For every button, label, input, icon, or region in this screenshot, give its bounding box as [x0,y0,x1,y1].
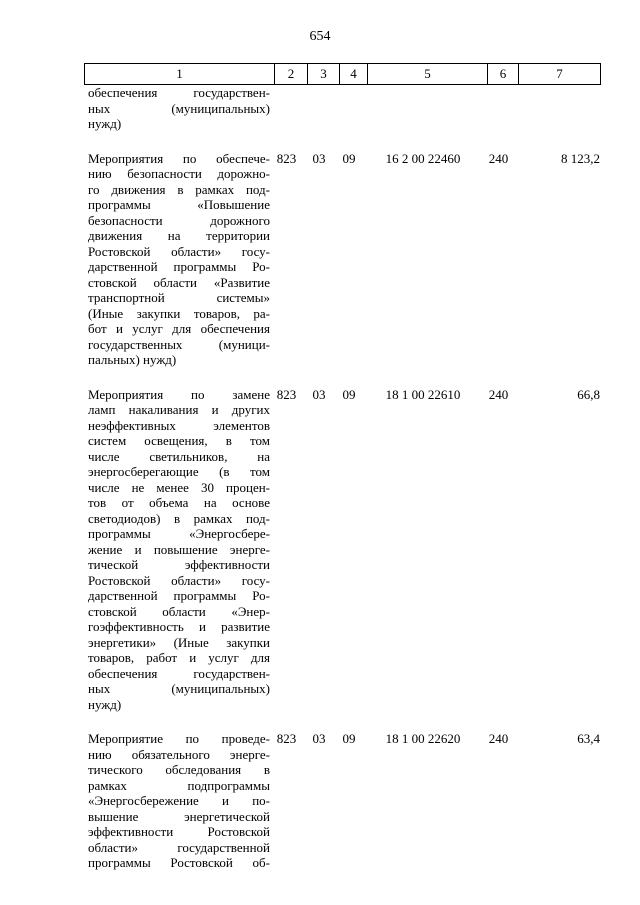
column-header-7: 7 [519,64,601,85]
description-line: тического обследования в [88,762,270,777]
description-line: рамках подпрограммы [88,777,270,793]
cell-col6: 240 [488,731,509,746]
cell-col4: 09 [342,150,356,166]
column-header-6: 6 [488,64,519,85]
description-line: ных (муниципальных) [88,100,270,116]
description-line: области» государственной [88,839,270,855]
description-line: обеспечения государствен- [88,665,270,681]
cell-col7: 63,4 [577,731,600,746]
description-line: тической эффективности [88,557,270,572]
cell-col2: 823 [276,731,297,746]
description-line: товаров, работ и услуг для [88,650,270,665]
table-body [84,84,600,871]
description-line: программы Ростовской об- [88,855,270,870]
description-line: энергосберегающие (в том [88,464,270,479]
cell-col3: 03 [312,150,326,166]
description-line: (Иные закупки товаров, ра- [88,305,270,321]
column-header-2: 2 [275,64,308,85]
column-header-1: 1 [85,64,275,85]
cell-col4: 09 [342,731,356,746]
cell-col5: 18 1 00 22620 [385,731,461,746]
description-line: пальных) нужд) [88,352,177,367]
description-line: Ростовской области» госу- [88,572,270,588]
description-line: вышение энергетической [88,808,270,824]
column-header-table [84,63,601,85]
cell-col7: 66,8 [577,386,600,402]
description-line: программы «Энергосбере- [88,526,270,541]
description-line: неэффективных элементов [88,417,270,433]
description-line: жение и повышение энерге- [88,541,270,557]
description-line: нужд) [88,696,122,712]
description-line: программы «Повышение [88,197,270,212]
row-description [84,151,270,368]
description-line: числе светильников, на [88,448,270,464]
cell-col3: 03 [312,386,326,402]
description-line: государственных (муници- [88,336,270,352]
description-line: ламп накаливания и других [88,402,270,417]
column-header-5: 5 [368,64,488,85]
cell-col7: 8 123,2 [561,150,600,166]
description-line: движения на территории [88,228,270,243]
table-row [84,387,600,713]
row-description [84,731,270,871]
description-line: Мероприятие по проведе- [88,731,270,746]
cell-col3: 03 [312,731,326,746]
column-header-3: 3 [308,64,340,85]
description-line: Мероприятия по замене [88,386,270,402]
description-line: Мероприятия по обеспече- [88,150,270,166]
description-line: стовской области «Развитие [88,274,270,290]
cell-col2: 823 [276,386,297,402]
cell-col6: 240 [488,150,509,166]
row-description [84,387,270,713]
description-line: энергетики» (Иные закупки [88,634,270,650]
description-line: дарственной программы Ро- [88,588,270,603]
description-line: гоэффективность и развитие [88,619,270,634]
cell-col4: 09 [342,386,356,402]
description-line: нужд) [88,116,122,131]
description-line: дарственной программы Ро- [88,259,270,274]
description-line: числе не менее 30 процен- [88,479,270,495]
description-line: нию безопасности дорожно- [88,166,270,181]
table-row [84,85,600,132]
column-header-4: 4 [340,64,368,85]
description-line: го движения в рамках под- [88,181,270,197]
description-line: тов от объема на основе [88,495,270,510]
description-line: систем освещения, в том [88,433,270,448]
description-line: стовской области «Энер- [88,603,270,619]
table-row [84,731,600,871]
description-line: светодиодов) в рамках под- [88,510,270,526]
table-row [84,151,600,368]
description-line: безопасности дорожного [88,212,270,228]
description-line: обеспечения государствен- [88,85,270,100]
page-number: 654 [309,29,331,44]
description-line: «Энергосбережение и по- [88,793,270,808]
cell-col5: 16 2 00 22460 [385,150,461,166]
row-description [84,85,270,132]
description-line: ных (муниципальных) [88,681,270,696]
description-line: транспортной системы» [88,290,270,305]
description-line: эффективности Ростовской [88,824,270,839]
cell-col6: 240 [488,386,509,402]
cell-col5: 18 1 00 22610 [385,386,461,402]
cell-col2: 823 [276,150,297,166]
description-line: Ростовской области» госу- [88,243,270,259]
description-line: нию обязательного энерге- [88,746,270,762]
description-line: бот и услуг для обеспечения [88,321,270,336]
